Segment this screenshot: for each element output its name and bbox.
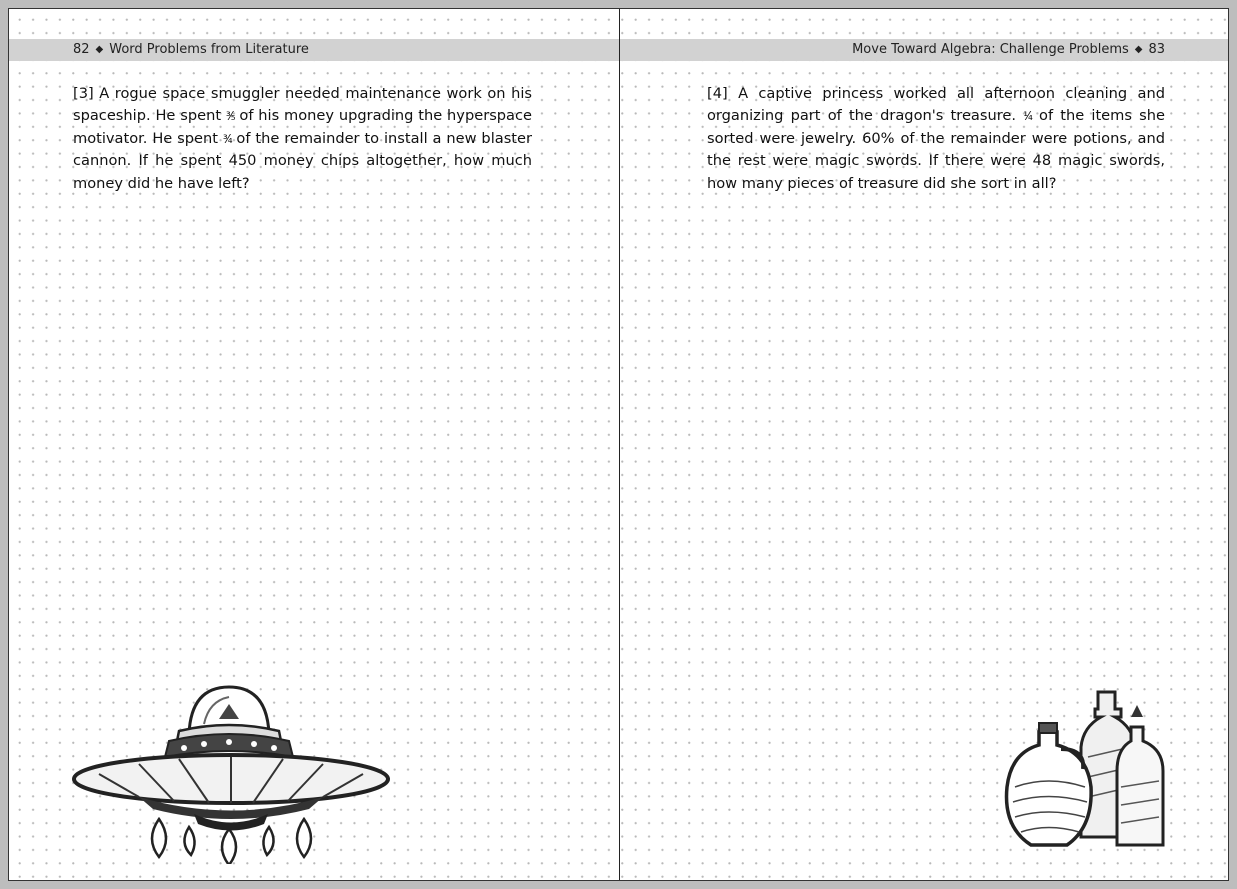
flying-saucer-icon — [69, 679, 394, 864]
right-page — [620, 9, 1228, 880]
problem-number: [3] — [73, 85, 94, 102]
problem-text: of the items she sorted were jewelry. 60% of the remainder were potions, and the rest were magic swords. If there were 48 magic swords, how many pieces of treasure did she sort in all? — [707, 107, 1165, 192]
header-title: Word Problems from Literature — [109, 42, 309, 57]
left-page-header — [73, 42, 309, 57]
problem-text: of his money upgrading the hyperspace motivator. He spent — [73, 107, 533, 147]
problem-text: A rogue space smuggler needed maintenance work on his spaceship. He spent — [73, 85, 533, 125]
right-page-header — [852, 42, 1165, 57]
diamond-separator-icon: ◆ — [1134, 44, 1143, 55]
problem-4 — [707, 83, 1165, 195]
problem-number: [4] — [707, 85, 728, 102]
diamond-separator-icon: ◆ — [95, 44, 104, 55]
fraction: ¹⁄₄ — [1023, 109, 1032, 124]
problem-text: of the remainder to install a new blaster cannon. If he spent 450 money chips altogether, how much money did he have left? — [73, 129, 532, 192]
page-number: 82 — [73, 42, 90, 57]
problem-text: A captive princess worked all afternoon cleaning and organizing part of the dragon's treasure. — [707, 85, 1166, 125]
left-page — [9, 9, 620, 880]
book-spread — [8, 8, 1229, 881]
potion-bottles-icon — [1003, 687, 1178, 852]
problem-3 — [73, 83, 532, 195]
page-number: 83 — [1148, 42, 1165, 57]
fraction: ³⁄₅ — [225, 109, 235, 124]
header-title: Move Toward Algebra: Challenge Problems — [852, 42, 1129, 57]
fraction: ³⁄₄ — [222, 131, 232, 146]
